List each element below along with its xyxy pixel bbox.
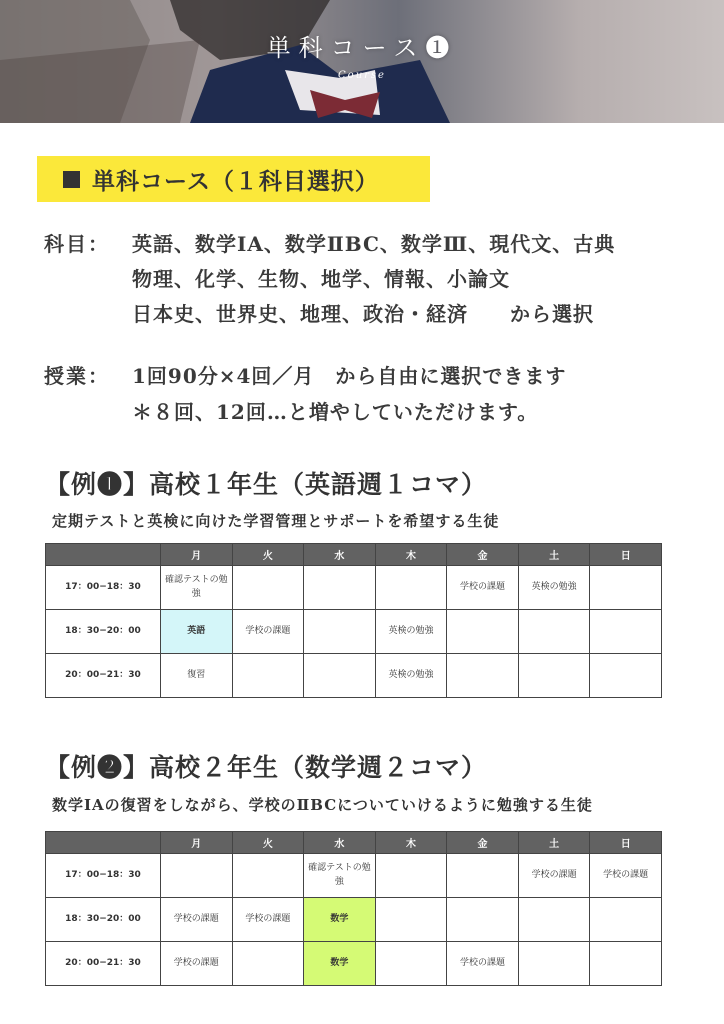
table-cell — [590, 566, 662, 610]
table-cell — [232, 942, 304, 986]
table-cell: 学校の課題 — [447, 942, 519, 986]
header-cell: 土 — [518, 544, 590, 566]
time-cell: 17：00−18：30 — [46, 854, 161, 898]
header-cell: 火 — [232, 832, 304, 854]
table-row — [46, 898, 662, 942]
header-cell: 木 — [375, 544, 447, 566]
table-cell: 学校の課題 — [232, 898, 304, 942]
header-cell: 水 — [304, 544, 376, 566]
table-row — [46, 654, 662, 698]
table-cell — [590, 654, 662, 698]
table-row — [46, 566, 662, 610]
table-cell — [518, 654, 590, 698]
table-cell — [304, 610, 376, 654]
subjects-line: 物理、化学、生物、地学、情報、小論文 — [132, 267, 510, 291]
table-cell: 英検の勉強 — [375, 610, 447, 654]
table-cell: 学校の課題 — [161, 942, 233, 986]
hero-title: 単科コース❶ — [266, 34, 458, 62]
header-cell — [46, 544, 161, 566]
table-cell — [375, 854, 447, 898]
header-cell: 月 — [161, 832, 233, 854]
header-cell — [46, 832, 161, 854]
time-cell: 20：00−21：30 — [46, 942, 161, 986]
table-row — [46, 942, 662, 986]
table-cell — [447, 854, 519, 898]
header-cell: 金 — [447, 544, 519, 566]
time-cell: 18：30−20：00 — [46, 898, 161, 942]
table-cell — [304, 566, 376, 610]
time-cell: 17：00−18：30 — [46, 566, 161, 610]
hero-banner — [0, 0, 724, 123]
example-1-schedule-table — [45, 543, 662, 698]
table-cell: 学校の課題 — [590, 854, 662, 898]
hero-subtitle: Course — [338, 70, 386, 81]
table-row — [46, 854, 662, 898]
table-cell — [232, 854, 304, 898]
table-row — [46, 610, 662, 654]
table-header-row — [46, 544, 662, 566]
header-cell: 月 — [161, 544, 233, 566]
highlighted-cell: 英語 — [161, 610, 233, 654]
table-cell: 確認テストの勉強 — [304, 854, 376, 898]
square-bullet-icon — [63, 171, 80, 188]
classes-line: 1回90分×4回／月 から自由に選択できます — [132, 364, 567, 388]
example-2-schedule-table — [45, 831, 662, 986]
table-cell — [375, 566, 447, 610]
header-cell: 日 — [590, 832, 662, 854]
section-heading-banner — [37, 156, 430, 202]
subjects-line: 日本史、世界史、地理、政治・経済 から選択 — [132, 302, 594, 326]
table-cell: 学校の課題 — [232, 610, 304, 654]
example-1-description: 定期テストと英検に向けた学習管理とサポートを希望する生徒 — [52, 512, 500, 530]
table-cell — [518, 610, 590, 654]
highlighted-cell: 数学 — [304, 942, 376, 986]
table-header-row — [46, 832, 662, 854]
table-cell — [590, 898, 662, 942]
table-cell — [161, 854, 233, 898]
example-2-title: 【例❷】高校２年生（数学週２コマ） — [45, 753, 488, 782]
table-cell: 学校の課題 — [447, 566, 519, 610]
table-cell — [447, 610, 519, 654]
header-cell: 水 — [304, 832, 376, 854]
example-2-description: 数学ⅠAの復習をしながら、学校のⅡBCについていけるように勉強する生徒 — [52, 796, 593, 814]
header-cell: 木 — [375, 832, 447, 854]
time-cell: 20：00−21：30 — [46, 654, 161, 698]
section-heading: 単科コース（１科目選択） — [92, 167, 379, 195]
table-cell — [590, 610, 662, 654]
table-cell: 学校の課題 — [161, 898, 233, 942]
table-cell — [590, 942, 662, 986]
header-cell: 日 — [590, 544, 662, 566]
table-cell — [375, 942, 447, 986]
header-cell: 土 — [518, 832, 590, 854]
table-cell: 英検の勉強 — [375, 654, 447, 698]
table-cell: 学校の課題 — [518, 854, 590, 898]
classes-line: ＊８回、12回…と増やしていただけます。 — [132, 400, 539, 424]
table-cell: 復習 — [161, 654, 233, 698]
highlighted-cell: 数学 — [304, 898, 376, 942]
table-cell — [232, 566, 304, 610]
table-cell: 英検の勉強 — [518, 566, 590, 610]
table-cell: 確認テストの勉強 — [161, 566, 233, 610]
table-cell — [518, 942, 590, 986]
classes-label: 授業： — [44, 364, 110, 388]
subjects-line: 英語、数学ⅠA、数学ⅡBC、数学Ⅲ、現代文、古典 — [132, 232, 616, 256]
time-cell: 18：30−20：00 — [46, 610, 161, 654]
example-1-title: 【例❶】高校１年生（英語週１コマ） — [45, 470, 488, 499]
header-cell: 金 — [447, 832, 519, 854]
table-cell — [375, 898, 447, 942]
table-cell — [232, 654, 304, 698]
subjects-label: 科目： — [44, 232, 110, 256]
table-cell — [518, 898, 590, 942]
table-cell — [447, 898, 519, 942]
table-cell — [447, 654, 519, 698]
header-cell: 火 — [232, 544, 304, 566]
table-cell — [304, 654, 376, 698]
